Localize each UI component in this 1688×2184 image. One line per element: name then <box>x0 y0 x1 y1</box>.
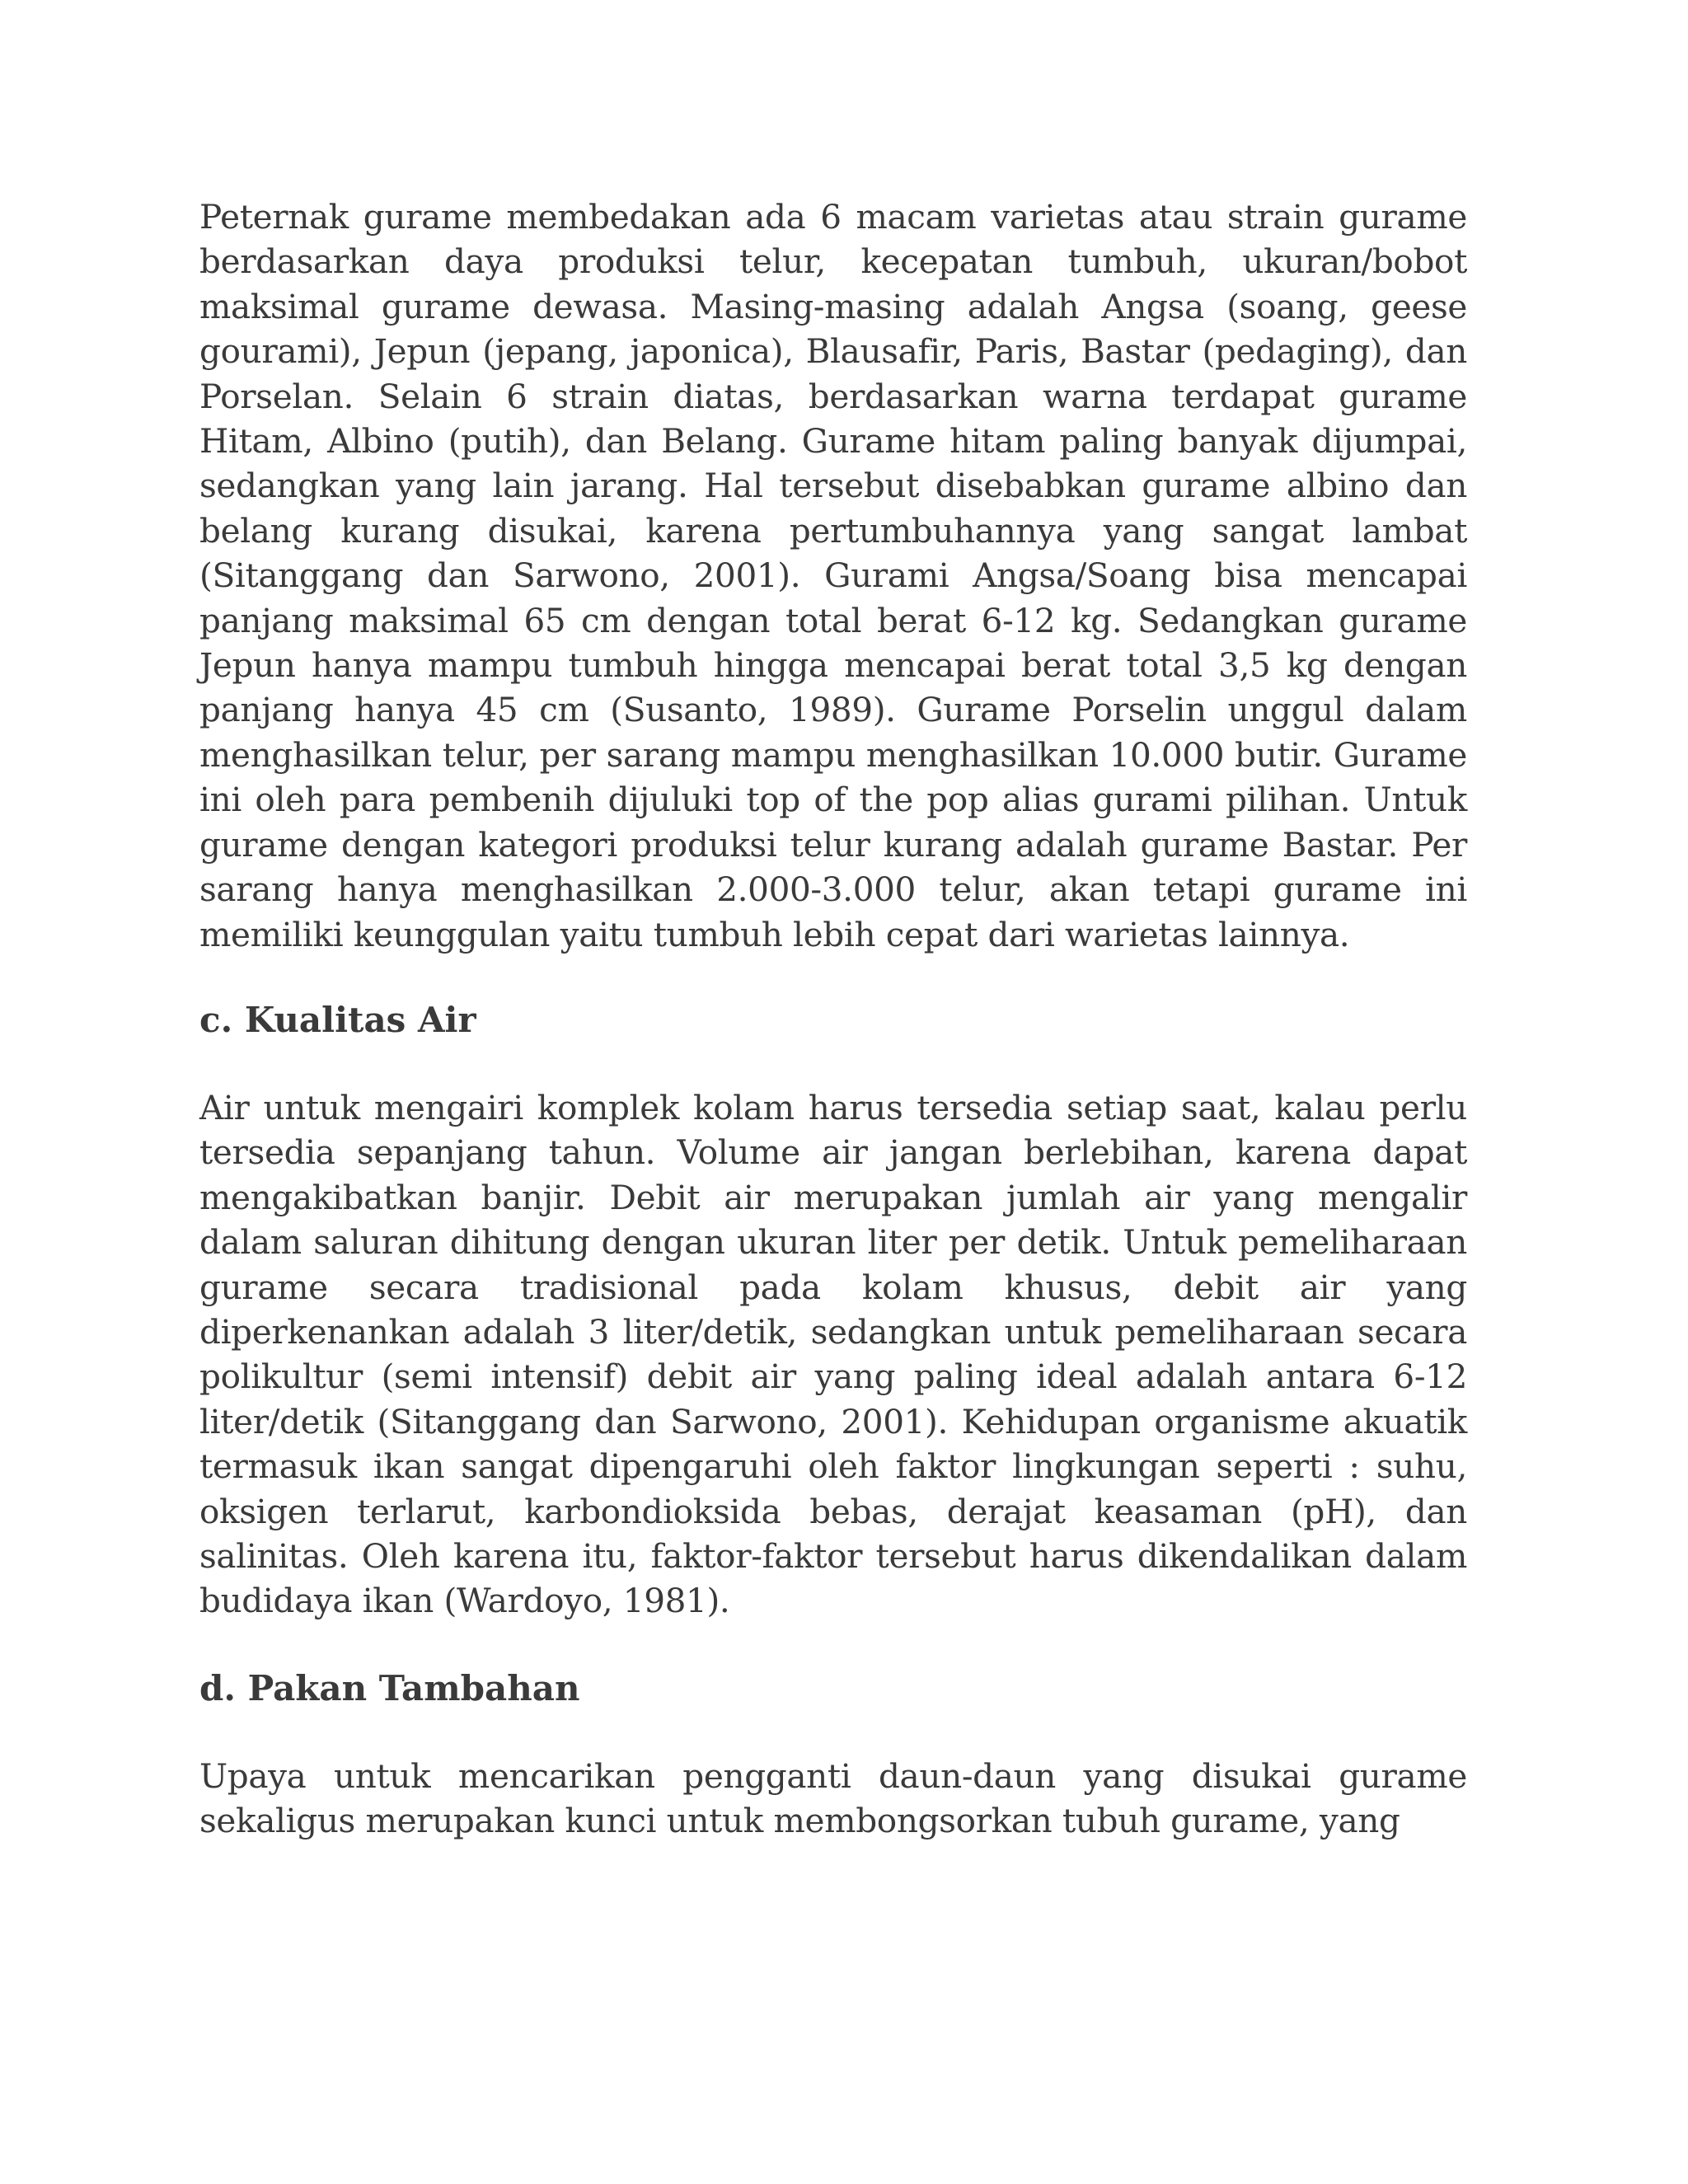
paragraph-additional-feed: Upaya untuk mencarikan pengganti daun-daun yang disukai gurame sekaligus merupakan kunci untuk membongsorkan tubuh gurame, yang <box>199 1755 1467 1841</box>
section-heading-kualitas-air: c. Kualitas Air <box>199 999 476 1040</box>
document-page <box>199 194 1467 1844</box>
paragraph-water-quality: Air untuk mengairi komplek kolam harus tersedia setiap saat, kalau perlu tersedia sepanjang tahun. Volume air jangan berlebihan, karena dapat mengakibatkan banjir. Debit air merupakan jumlah air yang mengalir dalam saluran dihitung dengan ukuran liter per detik. Untuk pemeliharaan gurame secara tradisional pada kolam khusus, debit air yang diperkenankan adalah 3 liter/detik, sedangkan untuk pemeliharaan secara polikultur (semi intensif) debit air yang paling ideal adalah antara 6-12 liter/detik (Sitanggang dan Sarwono, 2001). Kehidupan organisme akuatik termasuk ikan sangat dipengaruhi oleh faktor lingkungan seperti : suhu, oksigen terlarut, karbondioksida bebas, derajat keasaman (pH), dan salinitas. Oleh karena itu, faktor-faktor tersebut harus dikendalikan dalam budidaya ikan (Wardoyo, 1981). <box>199 1087 1467 1621</box>
section-heading-pakan-tambahan: d. Pakan Tambahan <box>199 1667 580 1708</box>
paragraph-gurame-varieties: Peternak gurame membedakan ada 6 macam varietas atau strain gurame berdasarkan daya produksi telur, kecepatan tumbuh, ukuran/bobot maksimal gurame dewasa. Masing-masing adalah Angsa (soang, geese gourami), Jepun (jepang, japonica), Blausafir, Paris, Bastar (pedaging), dan Porselan. Selain 6 strain diatas, berdasarkan warna terdapat gurame Hitam, Albino (putih), dan Belang. Gurame hitam paling banyak dijumpai, sedangkan yang lain jarang. Hal tersebut disebabkan gurame albino dan belang kurang disukai, karena pertumbuhannya yang sangat lambat (Sitanggang dan Sarwono, 2001). Gurami Angsa/Soang bisa mencapai panjang maksimal 65 cm dengan total berat 6-12 kg. Sedangkan gurame Jepun hanya mampu tumbuh hingga mencapai berat total 3,5 kg dengan panjang hanya 45 cm (Susanto, 1989). Gurame Porselin unggul dalam menghasilkan telur, per sarang mampu menghasilkan 10.000 butir. Gurame ini oleh para pembenih dijuluki top of the pop alias gurami pilihan. Untuk gurame dengan kategori produksi telur kurang adalah gurame Bastar. Per sarang hanya menghasilkan 2.000-3.000 telur, akan tetapi gurame ini memiliki keunggulan yaitu tumbuh lebih cepat dari warietas lainnya. <box>199 197 1467 954</box>
